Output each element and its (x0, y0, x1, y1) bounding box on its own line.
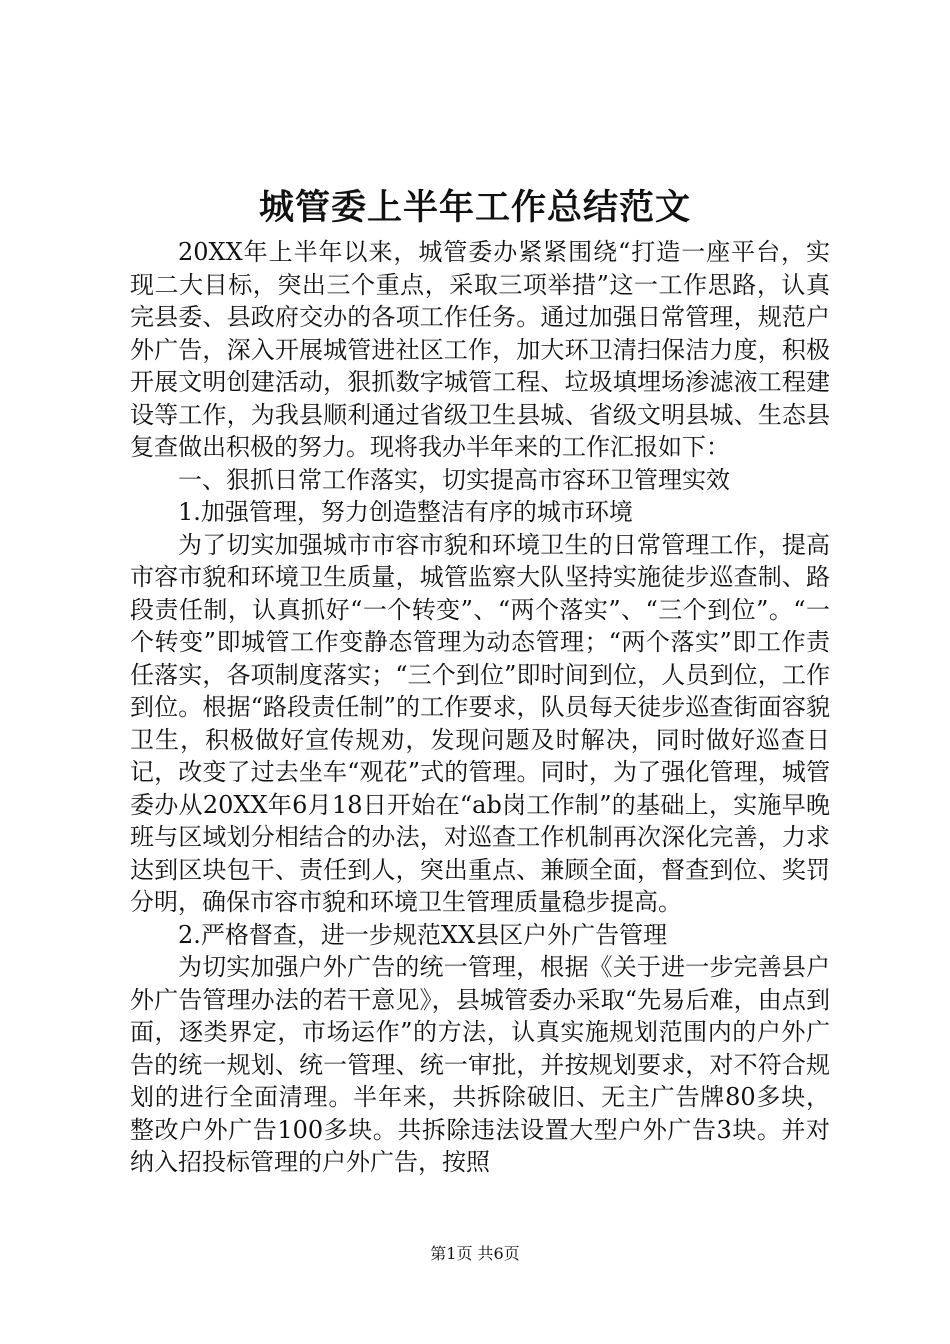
intro-paragraph: 20XX年上半年以来，城管委办紧紧围绕“打造一座平台，实现二大目标，突出三个重点，采取三项举措”这一工作思路，认真完县委、县政府交办的各项工作任务。通过加强日常管理，规范户外广告，深入开展城管进社区工作，加大环卫清扫保洁力度，积极开展文明创建活动，狠抓数字城管工程、垃圾填埋场渗滤液工程建设等工作，为我县顺利通过省级卫生县城、省级文明县城、生态县复查做出积极的努力。现将我办半年来的工作汇报如下： (130, 238, 830, 461)
subsection-heading-2: 2.严格督查，进一步规范XX县区户外广告管理 (178, 920, 668, 949)
body-paragraph-1: 为了切实加强城市市容市貌和环境卫生的日常管理工作，提高市容市貌和环境卫生质量，城管监察大队坚持实施徒步巡查制、路段责任制，认真抓好“一个转变”、“两个落实”、“三个到位”。“一个转变”即城管工作变静态管理为动态管理；“两个落实”即工作责任落实，各项制度落实；“三个到位”即时间到位，人员到位，工作到位。根据“路段责任制”的工作要求，队员每天徒步巡查街面容貌卫生，积极做好宣传规劝，发现问题及时解决，同时做好巡查日记，改变了过去坐车“观花”式的管理。同时，为了强化管理，城管委办从20XX年6月18日开始在“ab岗工作制”的基础上，实施早晚班与区域划分相结合的办法，对巡查工作机制再次深化完善，力求达到区块包干、责任到人，突出重点、兼顾全面，督查到位、奖罚分明，确保市容市貌和环境卫生管理质量稳步提高。 (130, 530, 830, 916)
body-paragraph-2: 为切实加强户外广告的统一管理，根据《关于进一步完善县户外广告管理办法的若干意见》，县城管委办采取“先易后难，由点到面，逐类界定，市场运作”的方法，认真实施规划范围内的户外广告的统一规划、统一管理、统一审批，并按规划要求，对不符合规划的进行全面清理。半年来，共拆除破旧、无主广告牌80多块，整改户外广告100多块。共拆除违法设置大型户外广告3块。并对纳入招投标管理的户外广告，按照 (130, 953, 830, 1176)
document-title: 城管委上半年工作总结范文 (258, 187, 691, 228)
subsection-heading-1: 1.加强管理，努力创造整洁有序的城市环境 (178, 498, 633, 526)
document-body (130, 236, 830, 1179)
section-heading-1: 一、狠抓日常工作落实，切实提高市容环卫管理实效 (178, 465, 730, 494)
page-number-footer: 第1页 共6页 (430, 1244, 520, 1263)
